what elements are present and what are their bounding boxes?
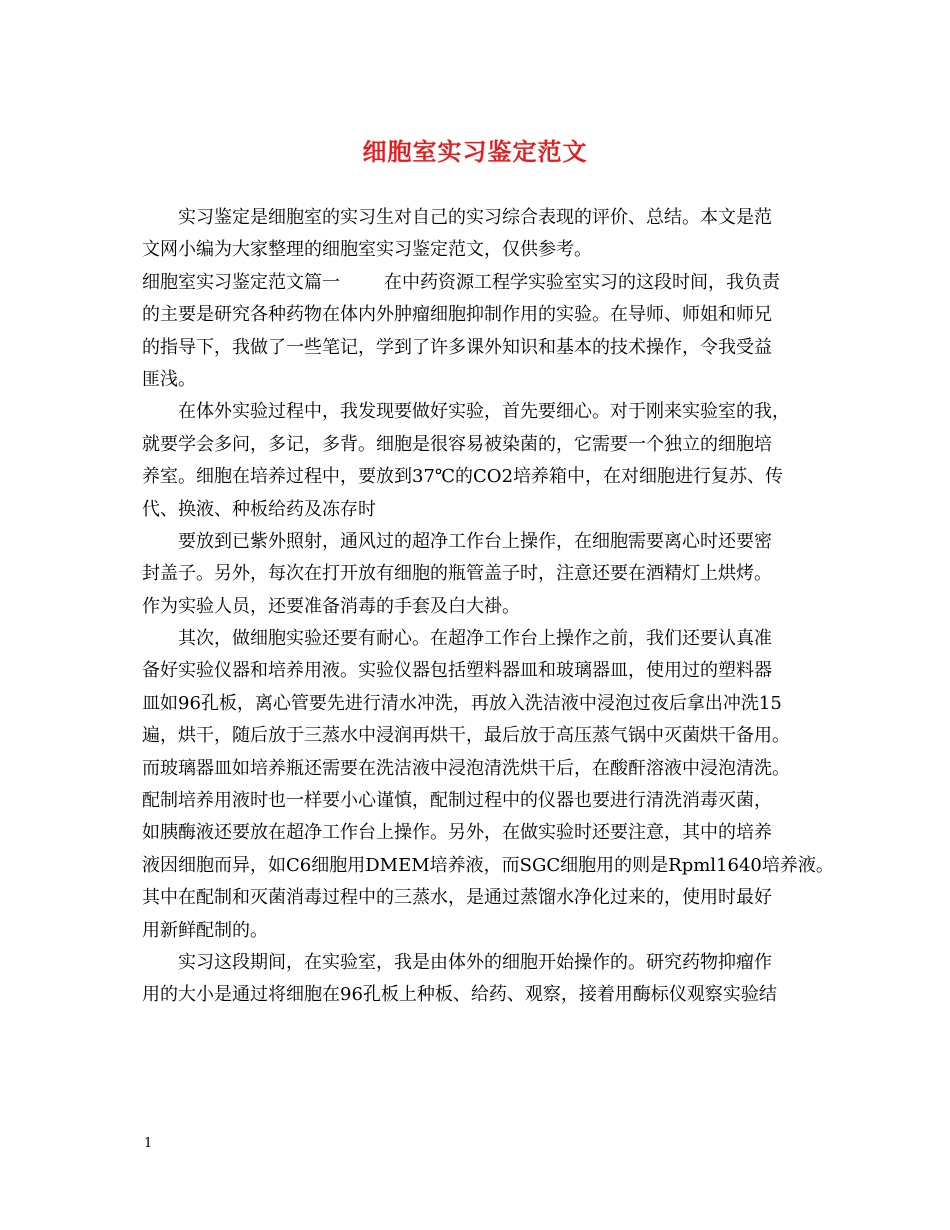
document-body xyxy=(142,202,834,1012)
paragraph-line: 用新鲜配制的。 xyxy=(142,919,268,941)
paragraph-line: 在体外实验过程中，我发现要做好实验，首先要细心。对于刚来实验室的我， xyxy=(178,401,790,423)
paragraph-line xyxy=(142,267,822,299)
paragraph-line: 就要学会多问，多记，多背。细胞是很容易被染菌的，它需要一个独立的细胞培 xyxy=(142,433,772,455)
paragraph-line: 液因细胞而异，如C6细胞用DMEM培养液，而SGC细胞用的则是Rpml1640培养液。 xyxy=(142,854,834,876)
page-number: 1 xyxy=(144,1136,153,1151)
paragraph-line: 备好实验仪器和培养用液。实验仪器包括塑料器皿和玻璃器皿，使用过的塑料器 xyxy=(142,660,772,682)
paragraph-line: 而玻璃器皿如培养瓶还需要在洗洁液中浸泡清洗烘干后，在酸酐溶液中浸泡清洗。 xyxy=(142,757,790,779)
paragraph-line: 实习这段期间，在实验室，我是由体外的细胞开始操作的。研究药物抑瘤作 xyxy=(178,951,772,973)
paragraph-line: 其次，做细胞实验还要有耐心。在超净工作台上操作之前，我们还要认真准 xyxy=(178,628,772,650)
paragraph-line: 皿如96孔板，离心管要先进行清水冲洗，再放入洗洁液中浸泡过夜后拿出冲洗15 xyxy=(142,692,782,714)
paragraph-line: 代、换液、种板给药及冻存时 xyxy=(142,498,376,520)
paragraph-line: 匪浅。 xyxy=(142,368,196,390)
paragraph-line: 遍，烘干，随后放于三蒸水中浸润再烘干，最后放于高压蒸气锅中灭菌烘干备用。 xyxy=(142,725,790,747)
paragraph-line: 作为实验人员，还要准备消毒的手套及白大褂。 xyxy=(142,595,520,617)
section-heading: 细胞室实习鉴定范文篇一 xyxy=(142,271,340,293)
paragraph-line: 要放到已紫外照射，通风过的超净工作台上操作，在细胞需要离心时还要密 xyxy=(178,530,772,552)
paragraph-line: 的指导下，我做了一些笔记，学到了许多课外知识和基本的技术操作，令我受益 xyxy=(142,336,772,358)
document-title: 细胞室实习鉴定范文 xyxy=(362,137,588,166)
paragraph-line: 如胰酶液还要放在超净工作台上操作。另外，在做实验时还要注意，其中的培养 xyxy=(142,822,772,844)
paragraph-line: 实习鉴定是细胞室的实习生对自己的实习综合表现的评价、总结。本文是范 xyxy=(178,207,772,228)
paragraph-line: 养室。细胞在培养过程中，要放到37℃的CO2培养箱中，在对细胞进行复苏、传 xyxy=(142,466,784,488)
paragraph-line: 配制培养用液时也一样要小心谨慎，配制过程中的仪器也要进行清洗消毒灭菌， xyxy=(142,790,772,812)
paragraph-line: 其中在配制和灭菌消毒过程中的三蒸水，是通过蒸馏水净化过来的，使用时最好 xyxy=(142,887,772,909)
paragraph-line: 的主要是研究各种药物在体内外肿瘤细胞抑制作用的实验。在导师、师姐和师兄 xyxy=(142,304,772,326)
paragraph-line: 文网小编为大家整理的细胞室实习鉴定范文，仅供参考。 xyxy=(142,239,592,261)
paragraph-line: 用的大小是通过将细胞在96孔板上种板、给药、观察，接着用酶标仪观察实验结 xyxy=(142,984,777,1006)
paragraph-line: 封盖子。另外，每次在打开放有细胞的瓶管盖子时，注意还要在酒精灯上烘烤。 xyxy=(142,563,772,585)
paragraph-line-text: 在中药资源工程学实验室实习的这段时间，我负责 xyxy=(384,271,780,293)
